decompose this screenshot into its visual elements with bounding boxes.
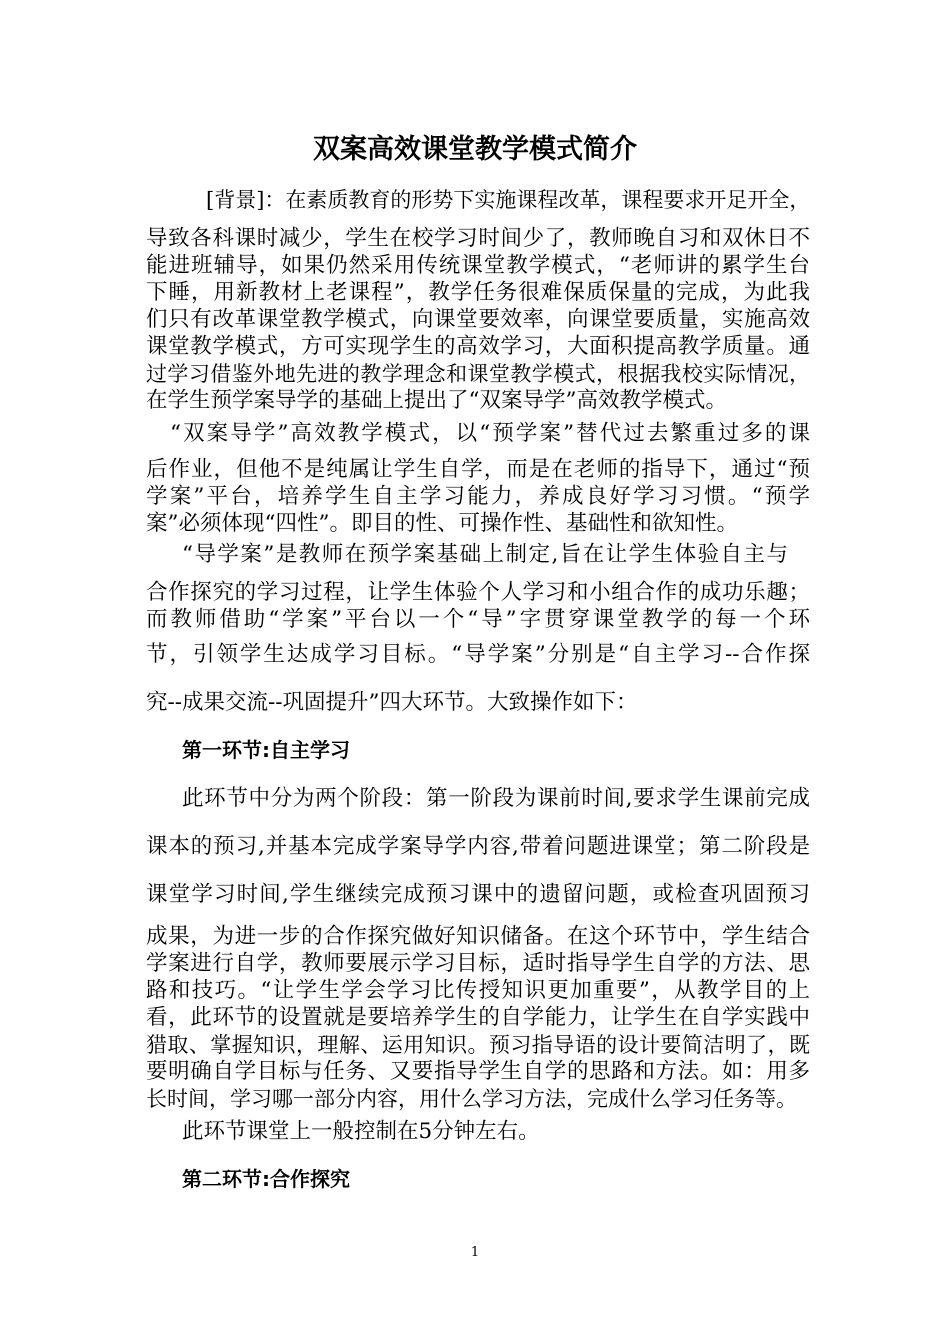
paragraph-line: 长时间，学习哪一部分内容，用什么学习方法，完成什么学习任务等。 <box>146 1087 797 1111</box>
section-heading-1: 第一环节:自主学习 <box>182 738 350 762</box>
paragraph-line: 后作业，但他不是纯属让学生自学，而是在老师的指导下，通过“预 <box>146 457 810 482</box>
paragraph-line: 在学生预学案导学的基础上提出了“双案导学”高效教学模式。 <box>146 388 727 413</box>
paragraph-line: 而教师借助“学案”平台以一个“导”字贯穿课堂教学的每一个环 <box>146 607 810 632</box>
paragraph-line: 课堂学习时间,学生继续完成预习课中的遗留问题，或检查巩固预习 <box>146 882 810 907</box>
paragraph-line: 看，此环节的设置就是要培养学生的自学能力，让学生在自学实践中 <box>146 1005 810 1030</box>
paragraph-line: 猎取、掌握知识，理解、运用知识。预习指导语的设计要简洁明了，既 <box>146 1033 810 1057</box>
paragraph-line: “双案导学”高效教学模式，以“预学案”替代过去繁重过多的课 <box>170 421 810 446</box>
document-title: 双案高效课堂教学模式简介 <box>313 134 637 165</box>
paragraph-line: “导学案”是教师在预学案基础上制定,旨在让学生体验自主与 <box>182 542 788 567</box>
paragraph-line: 们只有改革课堂教学模式，向课堂要效率，向课堂要质量，实施高效 <box>146 307 810 332</box>
paragraph-line: [背景]：在素质教育的形势下实施课程改革，课程要求开足开全， <box>206 188 810 212</box>
paragraph-line: 过学习借鉴外地先进的教学理念和课堂教学模式，根据我校实际情况， <box>146 362 810 386</box>
paragraph-line: 课堂教学模式，方可实现学生的高效学习，大面积提高教学质量。通 <box>146 334 810 359</box>
paragraph-line: 案”必须体现“四性”。即目的性、可操作性、基础性和欲知性。 <box>146 511 738 536</box>
paragraph-line: 学案”平台，培养学生自主学习能力，养成良好学习习惯。“预学 <box>146 484 810 509</box>
paragraph-line: 路和技巧。“让学生学会学习比传授知识更加重要”，从教学目的上 <box>146 978 810 1003</box>
paragraph-line: 合作探究的学习过程，让学生体验个人学习和小组合作的成功乐趣； <box>146 580 810 605</box>
paragraph-line: 能进班辅导，如果仍然采用传统课堂教学模式，“老师讲的累学生台 <box>146 253 810 278</box>
paragraph-line: 此环节中分为两个阶段：第一阶段为课前时间,要求学生课前完成 <box>182 786 810 811</box>
paragraph-line: 学案进行自学，教师要展示学习目标，适时指导学生自学的方法、思 <box>146 951 810 976</box>
paragraph-line: 下睡，用新教材上老课程”，教学任务很难保质保量的完成，为此我 <box>146 280 810 305</box>
paragraph-line: 节，引领学生达成学习目标。“导学案”分别是“自主学习--合作探 <box>146 642 810 667</box>
paragraph-line: 课本的预习,并基本完成学案导学内容,带着问题进课堂；第二阶段是 <box>146 834 810 859</box>
page-number: 1 <box>470 1245 480 1260</box>
paragraph-line: 此环节课堂上一般控制在5分钟左右。 <box>182 1119 540 1144</box>
paragraph-line: 要明确自学目标与任务、又要指导学生自学的思路和方法。如：用多 <box>146 1059 810 1084</box>
paragraph-line: 成果，为进一步的合作探究做好知识储备。在这个环节中，学生结合 <box>146 924 810 949</box>
paragraph-line: 究--成果交流--巩固提升”四大环节。大致操作如下： <box>146 690 638 715</box>
section-heading-2: 第二环节:合作探究 <box>182 1167 350 1191</box>
paragraph-line: 导致各科课时减少，学生在校学习时间少了，教师晚自习和双休日不 <box>146 226 810 251</box>
